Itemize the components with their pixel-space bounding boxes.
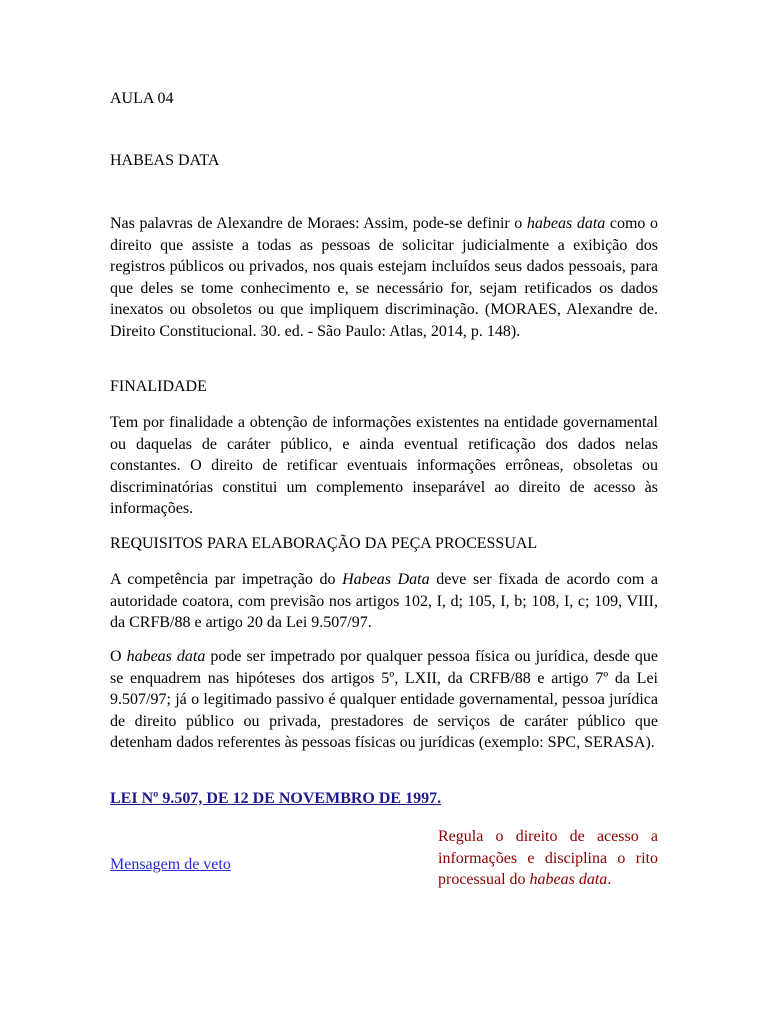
legitimidade-paragraph [110, 646, 658, 754]
ementa-text-start: Regula o direito de acesso a informações e disciplina o rito processual do [438, 828, 658, 888]
intro-italic-term: habeas data [526, 215, 606, 232]
competencia-text-start: A competência par impetração do [110, 571, 343, 588]
lei-title-link[interactable]: LEI Nº 9.507, DE 12 DE NOVEMBRO DE 1997. [110, 790, 442, 807]
ementa-italic-term: habeas data [529, 871, 608, 888]
legitimidade-text-start: O [110, 648, 127, 665]
competencia-text-end: deve ser fixada de acordo com a autoridade coatora, com previsão nos artigos 102, I, d; 105, I, b; 108, I, c; 109, VIII, da CRFB/88 e artigo 20 da Lei 9.507/97. [110, 571, 659, 631]
lesson-label: AULA 04 [110, 90, 174, 107]
finalidade-paragraph: Tem por finalidade a obtenção de informações existentes na entidade governamental ou daquelas de caráter público, e ainda eventual retificação dos dados nelas constantes. O direito de retificar eventuais informações errôneas, obsoletas ou discriminatórias constitui um complemento inseparável ao direito de acesso às informações. [110, 414, 658, 517]
requisitos-heading: REQUISITOS PARA ELABORAÇÃO DA PEÇA PROCESSUAL [110, 535, 538, 552]
legitimidade-text-end: pode ser impetrado por qualquer pessoa física ou jurídica, desde que se enquadrem nas hipóteses dos artigos 5º, LXII, da CRFB/88 e artigo 7º da Lei 9.507/97; já o legitimado passivo é qualquer entidade governamental, pessoa jurídica de direito público ou privada, prestadores de serviços de caráter público que detenham dados referentes às pessoas físicas ou jurídicas (exemplo: SPC, SERASA). [110, 648, 658, 751]
competencia-paragraph [110, 569, 658, 634]
intro-text-end: como o direito que assiste a todas as pessoas de solicitar judicialmente a exibição dos registros públicos ou privados, nos quais estejam incluídos seus dados pessoais, para que deles se tome conhecimento e, se necessário for, sejam retificados os dados inexatos ou obsoletos ou que impliquem discriminação. (MORAES, Alexandre de. Direito Constitucional. 30. ed. - São Paulo: Atlas, 2014, p. 148). [110, 215, 659, 340]
lei-ementa [438, 826, 658, 891]
page-title: HABEAS DATA [110, 152, 220, 169]
veto-message-link[interactable]: Mensagem de veto [110, 856, 231, 873]
intro-paragraph [110, 213, 658, 342]
finalidade-heading: FINALIDADE [110, 378, 207, 395]
ementa-text-end: . [607, 871, 612, 888]
intro-text-start: Nas palavras de Alexandre de Moraes: Assim, pode-se definir o [110, 215, 527, 232]
competencia-italic-term: Habeas Data [342, 571, 430, 588]
legitimidade-italic-term: habeas data [126, 648, 206, 665]
